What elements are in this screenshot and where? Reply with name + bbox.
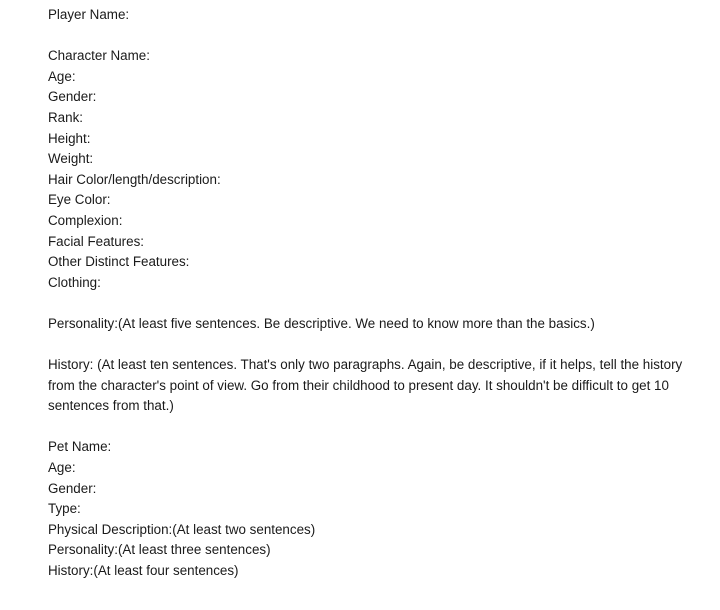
pet-history-label: History:(At least four sentences)	[48, 563, 239, 579]
pet-gender-label: Gender:	[48, 480, 97, 496]
pet-age-label: Age:	[48, 460, 76, 476]
character-facial-features-label: Facial Features:	[48, 233, 145, 249]
character-clothing-label: Clothing:	[48, 274, 101, 290]
spacer	[48, 293, 698, 314]
character-rank-label: Rank:	[48, 109, 83, 125]
character-name-label: Character Name:	[48, 48, 150, 64]
character-sheet-document	[48, 5, 698, 582]
pet-type-label: Type:	[48, 501, 81, 517]
personality-instructions: Personality:(At least five sentences. Be descriptive. We need to know more than the basics.)	[48, 315, 595, 331]
character-eye-color-label: Eye Color:	[48, 192, 111, 208]
character-age-label: Age:	[48, 68, 76, 84]
character-height-label: Height:	[48, 130, 91, 146]
character-complexion-label: Complexion:	[48, 212, 123, 228]
pet-personality-label: Personality:(At least three sentences)	[48, 542, 271, 558]
history-instructions: History: (At least ten sentences. That's only two paragraphs. Again, be descriptive, if it helps, tell the history from the character's point of view. Go from their childhood to present day. It shouldn't be difficult to get 10 sentences from that.)	[48, 357, 683, 414]
character-hair-label: Hair Color/length/description:	[48, 171, 221, 187]
character-section	[48, 46, 698, 293]
pet-physical-description-label: Physical Description:(At least two sentences)	[48, 521, 316, 537]
character-gender-label: Gender:	[48, 89, 97, 105]
spacer	[48, 335, 698, 356]
pet-section	[48, 437, 698, 581]
pet-name-label: Pet Name:	[48, 439, 112, 455]
character-weight-label: Weight:	[48, 151, 94, 167]
spacer	[48, 26, 698, 47]
character-other-features-label: Other Distinct Features:	[48, 254, 190, 270]
spacer	[48, 417, 698, 438]
player-name-label: Player Name:	[48, 7, 130, 22]
